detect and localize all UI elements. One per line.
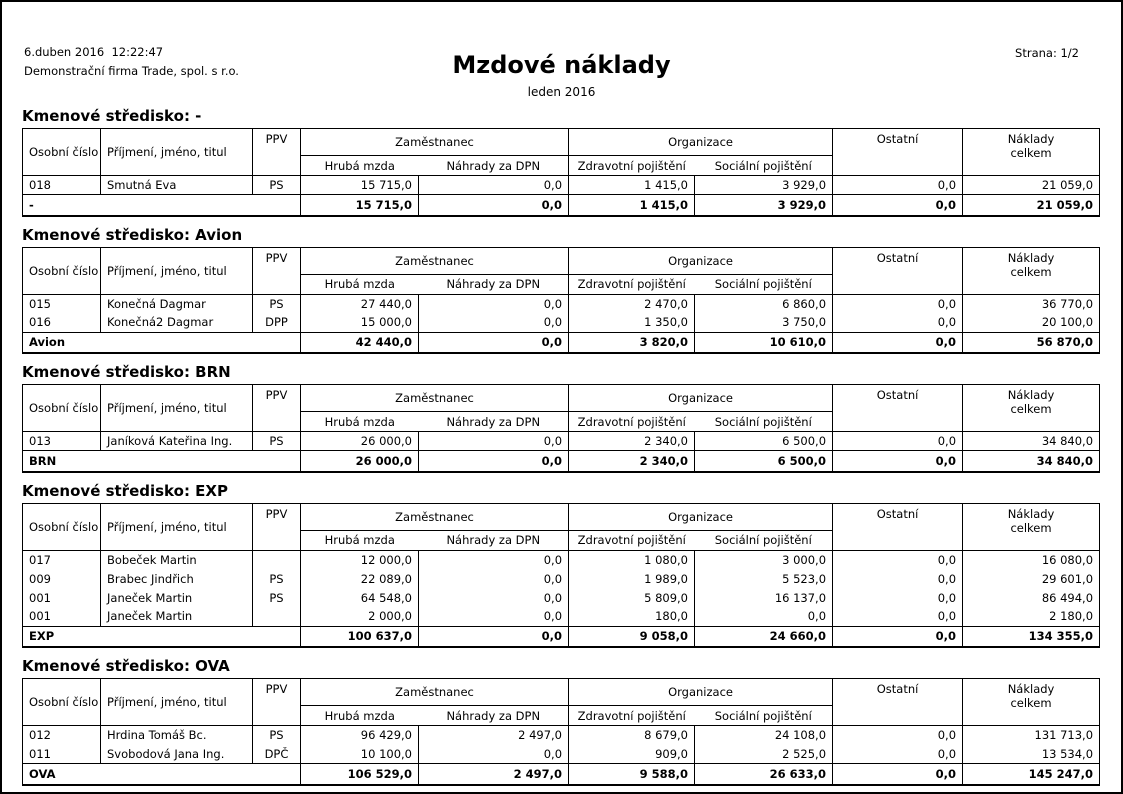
table-row: [23, 313, 1100, 332]
cell-gross-wage: 15 000,0: [301, 313, 419, 332]
cell-personal-number: 018: [23, 176, 101, 195]
page-number: Strana: 1/2: [1015, 46, 1079, 60]
cell-health-insurance: 8 679,0: [569, 726, 695, 745]
total-dpn-compensation: 0,0: [419, 626, 569, 647]
cell-ppv: DPP: [253, 313, 301, 332]
total-social-insurance: 10 610,0: [695, 332, 833, 353]
cell-employee-name: Svobodová Jana Ing.: [101, 745, 253, 764]
total-other: 0,0: [833, 626, 963, 647]
cell-gross-wage: 10 100,0: [301, 745, 419, 764]
cell-ppv: PS: [253, 294, 301, 313]
cost-center-section: [22, 364, 1097, 473]
costs-total-line1: Náklady: [1007, 132, 1055, 146]
cell-employee-name: Brabec Jindřich: [101, 569, 253, 588]
cell-employee-name: Bobeček Martin: [101, 550, 253, 569]
table-row: [23, 176, 1100, 195]
cell-gross-wage: 2 000,0: [301, 607, 419, 626]
col-header-name: Příjmení, jméno, titul: [101, 503, 253, 550]
cell-gross-wage: 96 429,0: [301, 726, 419, 745]
col-group-employee: Zaměstnanec: [301, 385, 569, 412]
total-health-insurance: 9 058,0: [569, 626, 695, 647]
cell-social-insurance: 3 000,0: [695, 550, 833, 569]
total-costs-total: 56 870,0: [963, 332, 1100, 353]
col-header-personal-number: Osobní číslo: [23, 385, 101, 432]
table-header: [23, 247, 1100, 294]
report-period: leden 2016: [527, 85, 596, 99]
cell-other: 0,0: [833, 607, 963, 626]
col-header-social-insurance: Sociální pojištění: [695, 412, 833, 432]
col-header-ppv: PPV: [253, 129, 301, 176]
cell-personal-number: 012: [23, 726, 101, 745]
title-block: [2, 52, 1121, 99]
total-costs-total: 145 247,0: [963, 764, 1100, 785]
total-social-insurance: 24 660,0: [695, 626, 833, 647]
cost-center-table: [22, 678, 1100, 786]
cell-gross-wage: 22 089,0: [301, 569, 419, 588]
total-costs-total: 21 059,0: [963, 195, 1100, 216]
total-label: EXP: [23, 626, 301, 647]
cost-center-table: [22, 128, 1100, 217]
col-header-other: Ostatní: [833, 247, 963, 294]
col-group-organization: Organizace: [569, 247, 833, 274]
cell-other: 0,0: [833, 313, 963, 332]
cell-employee-name: Janeček Martin: [101, 588, 253, 607]
cell-personal-number: 001: [23, 607, 101, 626]
cell-other: 0,0: [833, 550, 963, 569]
cell-costs-total: 29 601,0: [963, 569, 1100, 588]
total-gross-wage: 42 440,0: [301, 332, 419, 353]
cell-costs-total: 2 180,0: [963, 607, 1100, 626]
total-costs-total: 34 840,0: [963, 451, 1100, 472]
cell-dpn-compensation: 0,0: [419, 588, 569, 607]
col-header-name: Příjmení, jméno, titul: [101, 129, 253, 176]
table-body: [23, 294, 1100, 332]
costs-total-line1: Náklady: [1007, 506, 1055, 521]
cell-ppv: PS: [253, 569, 301, 588]
col-header-dpn-compensation: Náhrady za DPN: [419, 706, 569, 726]
table-row: [23, 588, 1100, 607]
total-label: BRN: [23, 451, 301, 472]
cell-dpn-compensation: 0,0: [419, 432, 569, 451]
costs-total-line2: celkem: [1010, 696, 1052, 710]
sections-container: [22, 108, 1097, 786]
cell-costs-total: 131 713,0: [963, 726, 1100, 745]
cost-center-title: Kmenové středisko: -: [22, 107, 202, 125]
cell-other: 0,0: [833, 745, 963, 764]
table-row: [23, 607, 1100, 626]
report-title: Mzdové náklady: [452, 51, 671, 79]
costs-total-line1: Náklady: [1007, 682, 1055, 696]
cost-center-section: [22, 483, 1097, 649]
total-other: 0,0: [833, 764, 963, 785]
cell-ppv: PS: [253, 176, 301, 195]
costs-total-line2: celkem: [1010, 402, 1052, 416]
table-row: [23, 745, 1100, 764]
cost-center-title: Kmenové středisko: Avion: [22, 225, 243, 244]
table-header: [23, 679, 1100, 726]
col-header-costs-total: [963, 679, 1100, 726]
total-row: [23, 195, 1100, 216]
col-header-dpn-compensation: Náhrady za DPN: [419, 530, 569, 550]
cell-employee-name: Konečná Dagmar: [101, 294, 253, 313]
cost-center-table: [22, 503, 1100, 649]
cell-employee-name: Janeček Martin: [101, 607, 253, 626]
table-header: [23, 129, 1100, 176]
total-gross-wage: 106 529,0: [301, 764, 419, 785]
col-header-name: Příjmení, jméno, titul: [101, 679, 253, 726]
cell-health-insurance: 1 989,0: [569, 569, 695, 588]
table-header: [23, 385, 1100, 432]
total-row: [23, 626, 1100, 647]
col-header-social-insurance: Sociální pojištění: [695, 706, 833, 726]
col-header-other: Ostatní: [833, 679, 963, 726]
cell-costs-total: 34 840,0: [963, 432, 1100, 451]
cell-ppv: [253, 607, 301, 626]
col-header-social-insurance: Sociální pojištění: [695, 530, 833, 550]
table-row: [23, 432, 1100, 451]
total-social-insurance: 26 633,0: [695, 764, 833, 785]
cell-employee-name: Smutná Eva: [101, 176, 253, 195]
cell-personal-number: 017: [23, 550, 101, 569]
cell-dpn-compensation: 0,0: [419, 550, 569, 569]
total-social-insurance: 6 500,0: [695, 451, 833, 472]
col-header-personal-number: Osobní číslo: [23, 503, 101, 550]
total-dpn-compensation: 0,0: [419, 451, 569, 472]
costs-total-line2: celkem: [1010, 264, 1052, 279]
col-header-costs-total: [963, 385, 1100, 432]
col-header-health-insurance: Zdravotní pojištění: [569, 274, 695, 294]
col-header-ppv: PPV: [253, 503, 301, 550]
cell-social-insurance: 5 523,0: [695, 569, 833, 588]
cell-other: 0,0: [833, 294, 963, 313]
col-header-other: Ostatní: [833, 129, 963, 176]
total-health-insurance: 3 820,0: [569, 332, 695, 353]
company-name: Demonstrační firma Trade, spol. s r.o.: [24, 64, 239, 78]
cost-center-table: [22, 247, 1100, 355]
total-row: [23, 764, 1100, 785]
col-header-name: Příjmení, jméno, titul: [101, 385, 253, 432]
col-header-gross-wage: Hrubá mzda: [301, 706, 419, 726]
cell-dpn-compensation: 0,0: [419, 745, 569, 764]
cell-health-insurance: 1 080,0: [569, 550, 695, 569]
table-body: [23, 726, 1100, 764]
cell-other: 0,0: [833, 176, 963, 195]
total-other: 0,0: [833, 332, 963, 353]
col-group-employee: Zaměstnanec: [301, 247, 569, 274]
report-datetime: 6.duben 2016 12:22:47: [24, 45, 164, 59]
col-header-health-insurance: Zdravotní pojištění: [569, 156, 695, 176]
cell-social-insurance: 6 500,0: [695, 432, 833, 451]
col-header-dpn-compensation: Náhrady za DPN: [419, 274, 569, 294]
cell-costs-total: 36 770,0: [963, 294, 1100, 313]
col-group-organization: Organizace: [569, 679, 833, 706]
cell-health-insurance: 1 350,0: [569, 313, 695, 332]
col-header-dpn-compensation: Náhrady za DPN: [419, 156, 569, 176]
col-header-costs-total: [963, 129, 1100, 176]
cell-personal-number: 011: [23, 745, 101, 764]
cell-social-insurance: 0,0: [695, 607, 833, 626]
col-header-social-insurance: Sociální pojištění: [695, 156, 833, 176]
cell-other: 0,0: [833, 726, 963, 745]
cell-personal-number: 001: [23, 588, 101, 607]
col-header-health-insurance: Zdravotní pojištění: [569, 706, 695, 726]
cell-dpn-compensation: 0,0: [419, 607, 569, 626]
col-header-ppv: PPV: [253, 247, 301, 294]
cell-other: 0,0: [833, 588, 963, 607]
cell-employee-name: Janíková Kateřina Ing.: [101, 432, 253, 451]
cell-ppv: DPČ: [253, 745, 301, 764]
cell-other: 0,0: [833, 569, 963, 588]
col-header-health-insurance: Zdravotní pojištění: [569, 412, 695, 432]
total-dpn-compensation: 2 497,0: [419, 764, 569, 785]
cell-personal-number: 015: [23, 294, 101, 313]
col-header-other: Ostatní: [833, 503, 963, 550]
cost-center-title: Kmenové středisko: BRN: [22, 363, 231, 381]
cell-social-insurance: 16 137,0: [695, 588, 833, 607]
cell-gross-wage: 64 548,0: [301, 588, 419, 607]
col-header-costs-total: [963, 503, 1100, 550]
col-header-personal-number: Osobní číslo: [23, 247, 101, 294]
col-header-other: Ostatní: [833, 385, 963, 432]
cell-costs-total: 86 494,0: [963, 588, 1100, 607]
cell-social-insurance: 6 860,0: [695, 294, 833, 313]
total-dpn-compensation: 0,0: [419, 195, 569, 216]
cell-health-insurance: 180,0: [569, 607, 695, 626]
col-header-gross-wage: Hrubá mzda: [301, 530, 419, 550]
cell-costs-total: 13 534,0: [963, 745, 1100, 764]
total-gross-wage: 15 715,0: [301, 195, 419, 216]
table-body: [23, 550, 1100, 626]
cell-health-insurance: 1 415,0: [569, 176, 695, 195]
total-dpn-compensation: 0,0: [419, 332, 569, 353]
table-header: [23, 503, 1100, 550]
cell-gross-wage: 15 715,0: [301, 176, 419, 195]
col-group-employee: Zaměstnanec: [301, 503, 569, 530]
cell-social-insurance: 3 929,0: [695, 176, 833, 195]
cell-gross-wage: 12 000,0: [301, 550, 419, 569]
col-header-personal-number: Osobní číslo: [23, 679, 101, 726]
cell-ppv: [253, 550, 301, 569]
cell-costs-total: 16 080,0: [963, 550, 1100, 569]
total-row: [23, 332, 1100, 353]
total-gross-wage: 100 637,0: [301, 626, 419, 647]
total-health-insurance: 9 588,0: [569, 764, 695, 785]
cell-personal-number: 016: [23, 313, 101, 332]
cost-center-title: Kmenové středisko: EXP: [22, 481, 228, 500]
cell-gross-wage: 26 000,0: [301, 432, 419, 451]
col-header-ppv: PPV: [253, 679, 301, 726]
cell-social-insurance: 3 750,0: [695, 313, 833, 332]
col-header-gross-wage: Hrubá mzda: [301, 156, 419, 176]
col-header-social-insurance: Sociální pojištění: [695, 274, 833, 294]
costs-total-line1: Náklady: [1007, 250, 1055, 265]
col-header-costs-total: [963, 247, 1100, 294]
col-header-health-insurance: Zdravotní pojištění: [569, 530, 695, 550]
cell-personal-number: 013: [23, 432, 101, 451]
cost-center-section: [22, 108, 1097, 217]
total-other: 0,0: [833, 195, 963, 216]
cell-gross-wage: 27 440,0: [301, 294, 419, 313]
cost-center-section: [22, 658, 1097, 786]
col-header-ppv: PPV: [253, 385, 301, 432]
cell-personal-number: 009: [23, 569, 101, 588]
total-other: 0,0: [833, 451, 963, 472]
cell-costs-total: 20 100,0: [963, 313, 1100, 332]
col-group-employee: Zaměstnanec: [301, 129, 569, 156]
col-header-personal-number: Osobní číslo: [23, 129, 101, 176]
col-group-organization: Organizace: [569, 503, 833, 530]
cell-health-insurance: 2 470,0: [569, 294, 695, 313]
table-body: [23, 432, 1100, 451]
col-header-gross-wage: Hrubá mzda: [301, 274, 419, 294]
total-label: OVA: [23, 764, 301, 785]
cell-health-insurance: 909,0: [569, 745, 695, 764]
total-costs-total: 134 355,0: [963, 626, 1100, 647]
table-row: [23, 569, 1100, 588]
cell-dpn-compensation: 0,0: [419, 569, 569, 588]
total-health-insurance: 1 415,0: [569, 195, 695, 216]
cell-health-insurance: 5 809,0: [569, 588, 695, 607]
cell-costs-total: 21 059,0: [963, 176, 1100, 195]
cell-other: 0,0: [833, 432, 963, 451]
cell-employee-name: Konečná2 Dagmar: [101, 313, 253, 332]
col-group-organization: Organizace: [569, 385, 833, 412]
table-row: [23, 294, 1100, 313]
cell-ppv: PS: [253, 432, 301, 451]
costs-total-line2: celkem: [1010, 520, 1052, 535]
cell-employee-name: Hrdina Tomáš Bc.: [101, 726, 253, 745]
col-group-organization: Organizace: [569, 129, 833, 156]
cell-health-insurance: 2 340,0: [569, 432, 695, 451]
total-health-insurance: 2 340,0: [569, 451, 695, 472]
cell-dpn-compensation: 2 497,0: [419, 726, 569, 745]
costs-total-line1: Náklady: [1007, 388, 1055, 402]
col-header-dpn-compensation: Náhrady za DPN: [419, 412, 569, 432]
cost-center-table: [22, 384, 1100, 473]
table-body: [23, 176, 1100, 195]
total-social-insurance: 3 929,0: [695, 195, 833, 216]
cell-dpn-compensation: 0,0: [419, 176, 569, 195]
cell-ppv: PS: [253, 588, 301, 607]
cell-dpn-compensation: 0,0: [419, 294, 569, 313]
total-label: -: [23, 195, 301, 216]
total-gross-wage: 26 000,0: [301, 451, 419, 472]
table-row: [23, 550, 1100, 569]
col-header-gross-wage: Hrubá mzda: [301, 412, 419, 432]
table-row: [23, 726, 1100, 745]
cell-social-insurance: 24 108,0: [695, 726, 833, 745]
total-label: Avion: [23, 332, 301, 353]
cell-dpn-compensation: 0,0: [419, 313, 569, 332]
col-group-employee: Zaměstnanec: [301, 679, 569, 706]
cost-center-section: [22, 227, 1097, 355]
cell-social-insurance: 2 525,0: [695, 745, 833, 764]
total-row: [23, 451, 1100, 472]
col-header-name: Příjmení, jméno, titul: [101, 247, 253, 294]
cell-ppv: PS: [253, 726, 301, 745]
costs-total-line2: celkem: [1010, 146, 1052, 160]
cost-center-title: Kmenové středisko: OVA: [22, 657, 230, 675]
